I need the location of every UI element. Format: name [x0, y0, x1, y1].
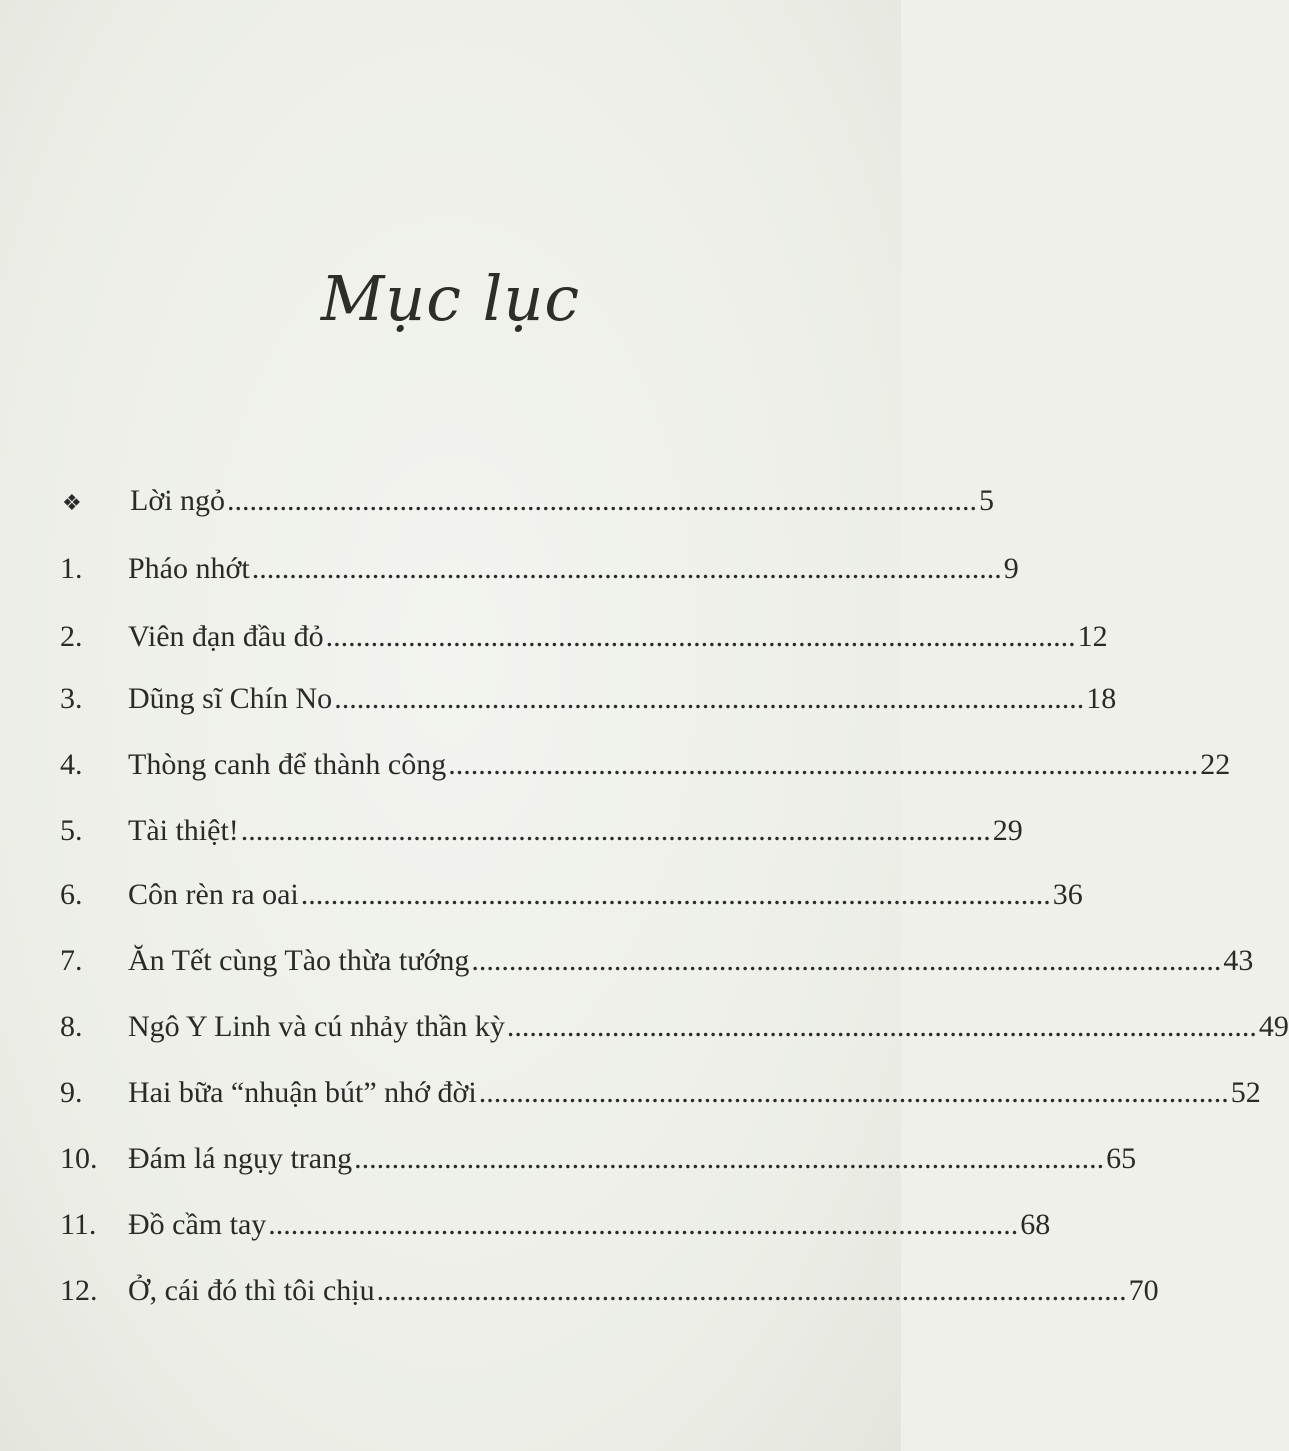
toc-entry	[60, 742, 1231, 788]
toc-entry-number: 9.	[60, 1076, 83, 1109]
toc-leader-dots: ....................................................................................................	[251, 552, 1002, 585]
toc-entry-title: Thòng canh để thành công	[128, 748, 447, 781]
toc-entry	[60, 1004, 1289, 1050]
toc-entry-title: Hai bữa “nhuận bút” nhớ đời	[128, 1076, 477, 1109]
toc-entry-number: 5.	[60, 814, 83, 847]
toc-entry-page: 43	[1223, 944, 1254, 977]
toc-leader-dots: ....................................................................................................	[354, 1142, 1105, 1175]
toc-entry-title: Ở, cái đó thì tôi chịu	[128, 1274, 375, 1307]
toc-entry-number: 6.	[60, 878, 83, 911]
toc-entry-number: 1.	[60, 552, 83, 585]
toc-entry-page: 12	[1077, 620, 1108, 653]
toc-entry-page: 68	[1020, 1208, 1051, 1241]
toc-leader-dots: ....................................................................................................	[240, 814, 991, 847]
toc-entry-title: Côn rèn ra oai	[128, 878, 299, 911]
toc-leader-dots: ....................................................................................................	[471, 944, 1222, 977]
toc-entry	[60, 1070, 1261, 1116]
toc-entry-title: Lời ngỏ	[130, 484, 226, 517]
toc-entry-page: 52	[1230, 1076, 1261, 1109]
toc-leader-dots: ....................................................................................................	[478, 1076, 1229, 1109]
toc-entry	[60, 1268, 1159, 1314]
toc-entry-title: Ăn Tết cùng Tào thừa tướng	[128, 944, 470, 977]
toc-entry-number: 8.	[60, 1010, 83, 1043]
toc-entry	[60, 546, 1019, 592]
toc-entry-number: 11.	[60, 1208, 97, 1241]
toc-leader-dots: ....................................................................................................	[227, 484, 978, 517]
toc-bullet-icon: ❖	[62, 490, 82, 515]
toc-leader-dots: ....................................................................................................	[268, 1208, 1019, 1241]
toc-entry-number: 2.	[60, 620, 83, 653]
toc-entry-title: Ngô Y Linh và cú nhảy thần kỳ	[128, 1010, 505, 1043]
toc-entry	[60, 1202, 1051, 1248]
toc-entry	[60, 808, 1023, 854]
toc-entry-title: Đồ cầm tay	[128, 1208, 267, 1241]
toc-entry-title: Viên đạn đầu đỏ	[128, 620, 324, 653]
toc-entry-title: Tài thiệt!	[128, 814, 239, 847]
toc-entry	[60, 938, 1254, 984]
toc-leader-dots: ....................................................................................................	[448, 748, 1199, 781]
toc-leader-dots: ....................................................................................................	[334, 682, 1085, 715]
toc-entry-title: Dũng sĩ Chín No	[128, 682, 333, 715]
toc-entry-page: 65	[1106, 1142, 1137, 1175]
toc-leader-dots: ....................................................................................................	[325, 620, 1076, 653]
toc-entry-number: 4.	[60, 748, 83, 781]
page-title: Mục lục	[320, 262, 581, 335]
toc-entry-number: 3.	[60, 682, 83, 715]
toc-entry-page: 49	[1258, 1010, 1289, 1043]
toc-leader-dots: ....................................................................................................	[506, 1010, 1257, 1043]
toc-entry-page: 36	[1052, 878, 1083, 911]
toc-entry-title: Đám lá ngụy trang	[128, 1142, 353, 1175]
toc-entry-page: 70	[1128, 1274, 1159, 1307]
toc-entry	[60, 614, 1108, 660]
toc-leader-dots: ....................................................................................................	[300, 878, 1051, 911]
toc-entry	[60, 872, 1083, 918]
toc-entry-page: 9	[1003, 552, 1019, 585]
toc-entry	[60, 676, 1117, 722]
toc-entry-page: 29	[992, 814, 1023, 847]
toc-entry-number: 7.	[60, 944, 83, 977]
toc-entry-page: 5	[979, 484, 995, 517]
toc-entry-number: 12.	[60, 1274, 98, 1307]
toc-entry-title: Pháo nhớt	[128, 552, 250, 585]
toc-leader-dots: ....................................................................................................	[376, 1274, 1127, 1307]
toc-entry	[60, 1136, 1137, 1182]
toc-entry	[60, 478, 995, 524]
toc-entry-number: 10.	[60, 1142, 98, 1175]
toc-entry-page: 22	[1200, 748, 1231, 781]
toc-entry-page: 18	[1086, 682, 1117, 715]
